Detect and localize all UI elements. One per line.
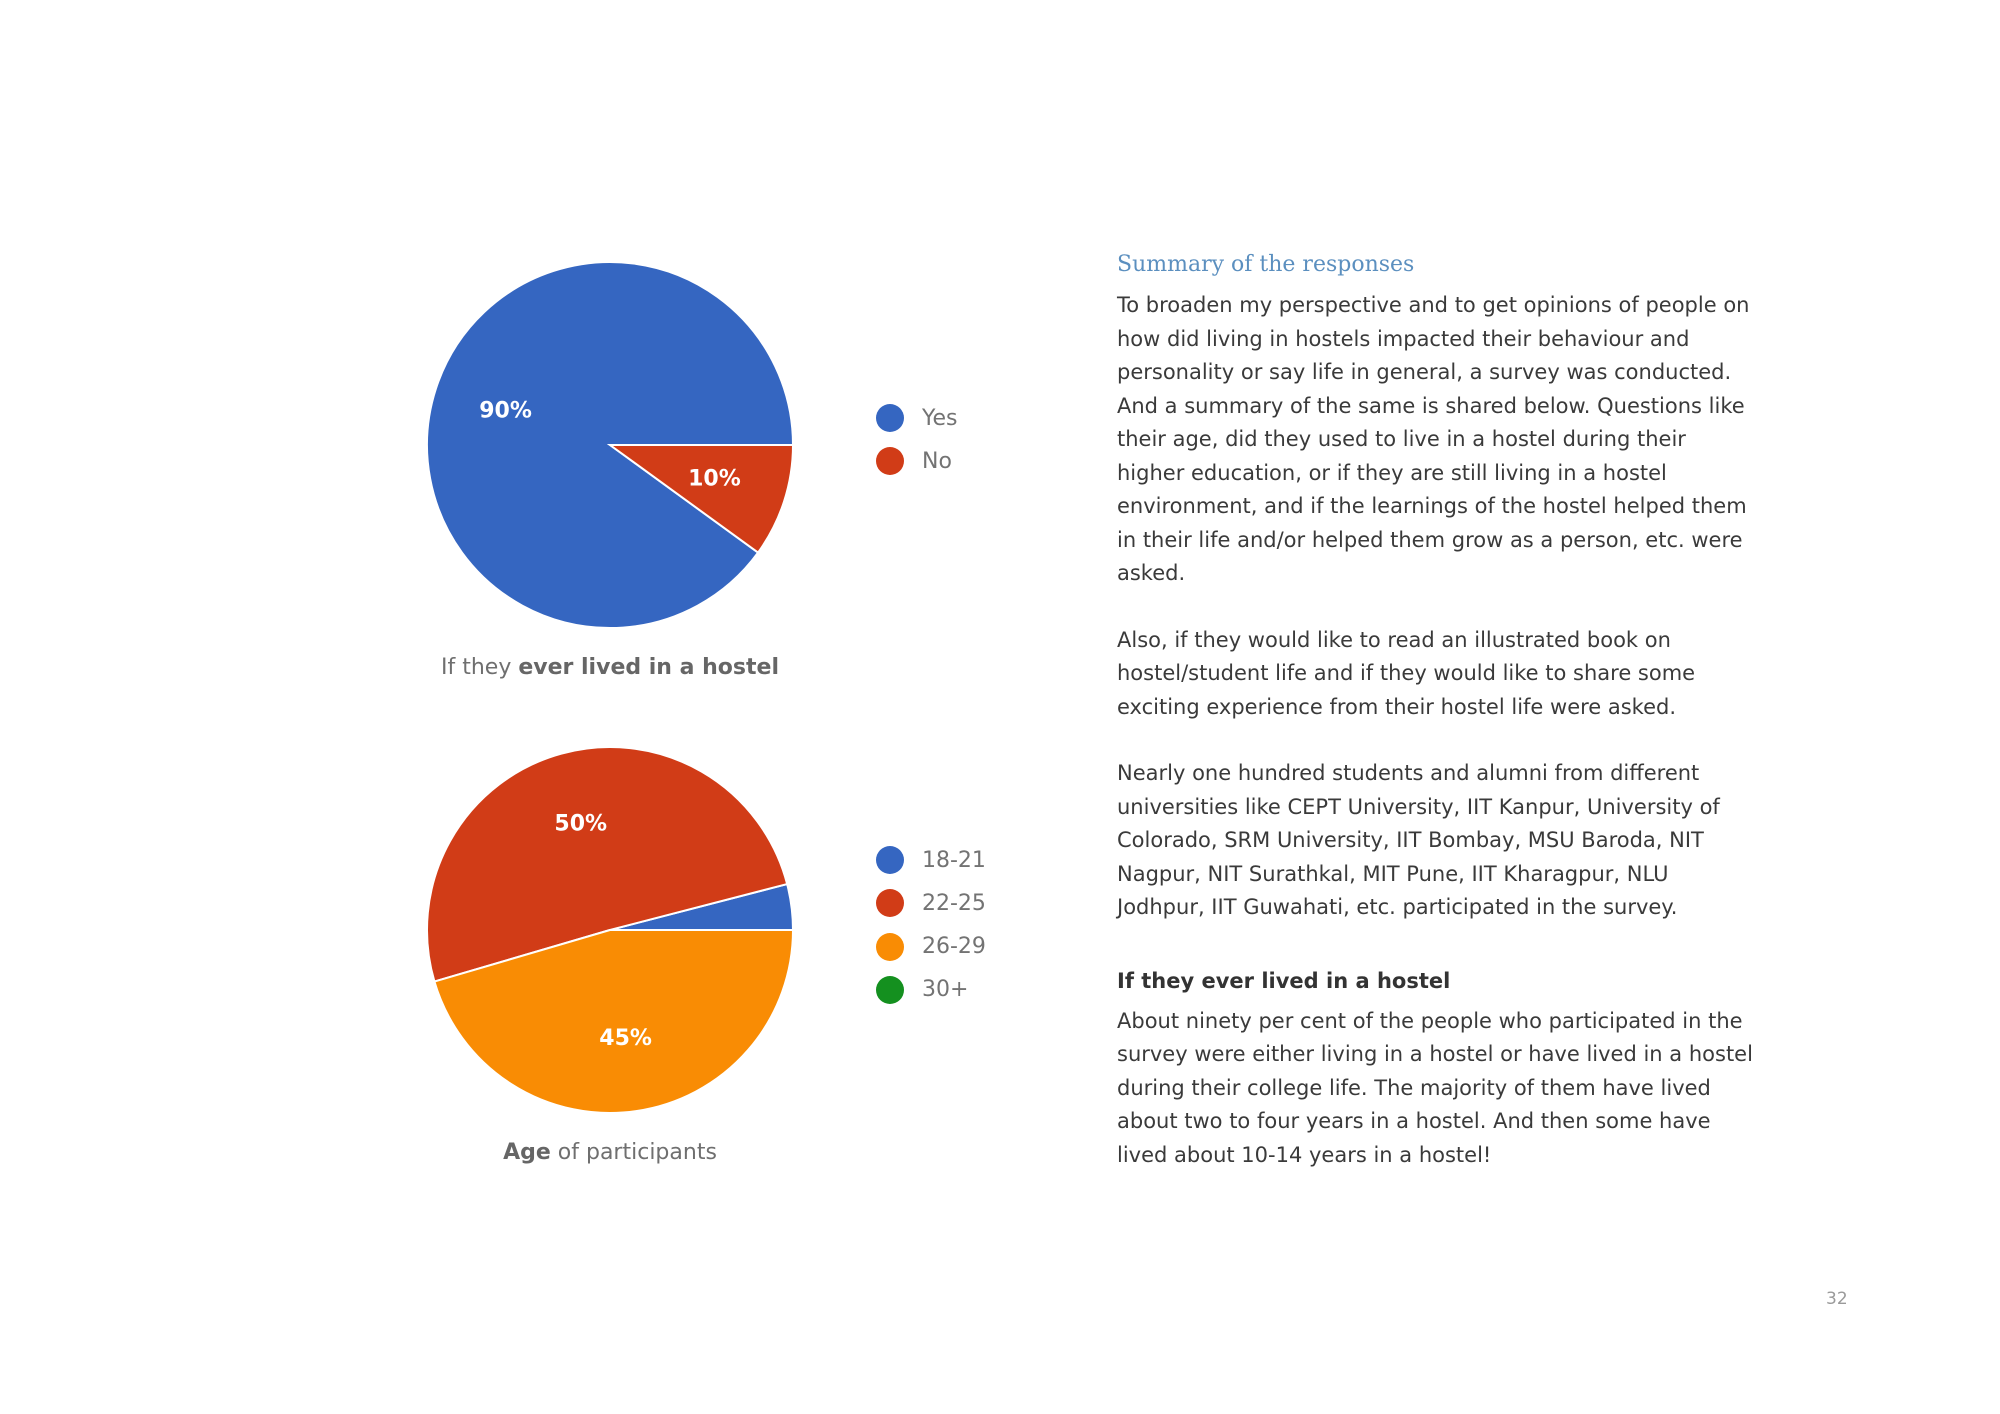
caption-bold-text: ever lived in a hostel: [518, 655, 779, 680]
hostel-paragraph: About ninety per cent of the people who participated in the survey were either living in a hostel or have lived in a hostel during their college life. The majority of them have lived about two to four years in a hostel. And then some have lived about 10-14 years in a hostel!: [1117, 1008, 1753, 1167]
legend-swatch: [876, 933, 904, 961]
legend-label: 26-29: [922, 934, 986, 960]
caption-text: of participants: [550, 1140, 717, 1165]
legend-swatch: [876, 447, 904, 475]
legend-item-Yes: [876, 401, 958, 435]
legend-item-18-21: [876, 843, 986, 877]
page-number: 32: [1826, 1289, 1848, 1309]
legend-item-26-29: [876, 930, 986, 964]
hostel-pie-svg: [420, 255, 800, 635]
legend-label: Yes: [922, 405, 958, 431]
legend-item-22-25: [876, 886, 986, 920]
legend-swatch: [876, 976, 904, 1004]
slice-label-Yes: 90%: [479, 398, 532, 424]
age-chart-caption: [410, 1140, 810, 1165]
legend-swatch: [876, 889, 904, 917]
legend-label: No: [922, 448, 952, 474]
summary-paragraph-3: Nearly one hundred students and alumni from different universities like CEPT University, IIT Kanpur, University of Colorado, SRM University, IIT Bombay, MSU Baroda, NIT Nagpur, NIT Surathkal, MIT Pune, IIT Kharagpur, NLU Jodhpur, IIT Guwahati, etc. participated in the survey.: [1117, 761, 1720, 919]
legend-item-30+: [876, 973, 968, 1007]
summary-heading: Summary of the responses: [1117, 252, 1415, 277]
hostel-chart-caption: [410, 655, 810, 680]
slice-label-26-29: 45%: [599, 1026, 652, 1052]
legend-label: 18-21: [922, 847, 986, 873]
legend-swatch: [876, 846, 904, 874]
age-pie-svg: [420, 740, 800, 1120]
legend-swatch: [876, 404, 904, 432]
caption-bold-text: Age: [503, 1140, 551, 1165]
legend-label: 22-25: [922, 890, 986, 916]
hostel-subheading: If they ever lived in a hostel: [1117, 968, 1451, 993]
hostel-pie-chart: [420, 255, 800, 635]
slice-label-22-25: 50%: [554, 811, 608, 837]
caption-text: If they: [440, 655, 519, 680]
summary-paragraph-1: To broaden my perspective and to get opinions of people on how did living in hostels impacted their behaviour and personality or say life in general, a survey was conducted. And a summary of the same is shared below. Questions like their age, did they used to live in a hostel during their higher education, or if they are still living in a hostel environment, and if the learnings of the hostel helped them in their life and/or helped them grow as a person, etc. were asked.: [1117, 293, 1750, 585]
legend-label: 30+: [922, 977, 969, 1003]
legend-item-No: [876, 444, 952, 478]
summary-paragraph-2: Also, if they would like to read an illustrated book on hostel/student life and if they would like to share some exciting experience from their hostel life were asked.: [1117, 627, 1696, 719]
age-pie-chart: [420, 740, 800, 1120]
slice-label-No: 10%: [688, 466, 741, 492]
summary-section: [1117, 252, 1757, 1205]
